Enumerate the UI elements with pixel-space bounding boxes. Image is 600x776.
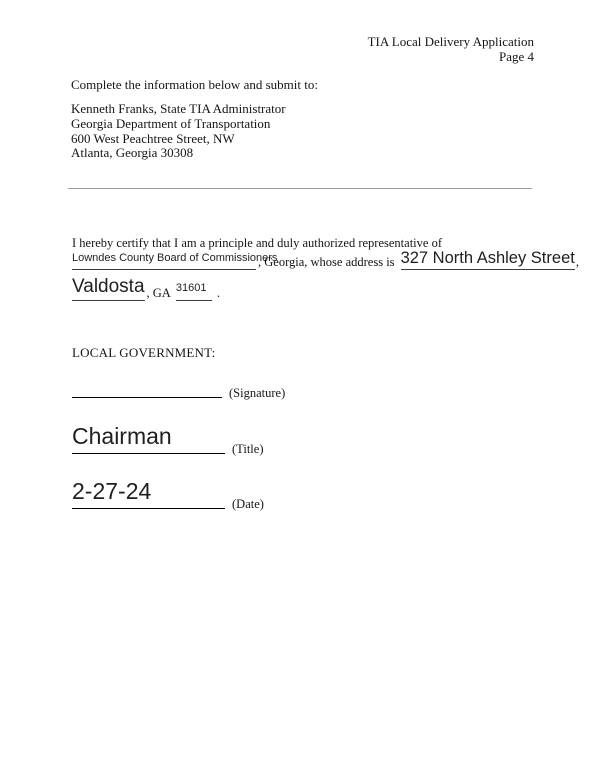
address-trailing-comma: , [575, 255, 579, 270]
government-address-row [72, 250, 579, 270]
city-field[interactable]: Valdosta [72, 277, 145, 301]
local-government-heading: LOCAL GOVERNMENT: [72, 345, 216, 360]
page-number: Page 4 [498, 49, 534, 64]
signature-field[interactable] [72, 380, 222, 398]
intro-instruction: Complete the information below and submit to: [71, 77, 318, 92]
recipient-street: 600 West Peachtree Street, NW [71, 130, 235, 146]
title-row [72, 424, 264, 454]
georgia-address-text: , Georgia, whose address is [258, 255, 395, 270]
page-header [368, 34, 534, 64]
certification-statement: I hereby certify that I am a principle and duly authorized representative of [72, 236, 442, 250]
street-address-field[interactable]: 327 North Ashley Street [401, 250, 575, 270]
local-government-field[interactable]: Lowndes County Board of Commissioners [72, 253, 256, 270]
recipient-department: Georgia Department of Transportation [71, 115, 271, 131]
recipient-address-block [71, 102, 286, 161]
date-field[interactable]: 2-27-24 [72, 479, 225, 509]
section-divider [68, 188, 532, 189]
recipient-name: Kenneth Franks, State TIA Administrator [71, 101, 286, 116]
state-label: , GA [146, 285, 171, 300]
signature-row [72, 380, 285, 398]
signature-label: (Signature) [229, 386, 286, 400]
date-row [72, 479, 264, 509]
city-state-zip-row [72, 277, 220, 301]
title-label: (Title) [232, 441, 264, 456]
title-field[interactable]: Chairman [72, 424, 225, 454]
line-end-period: . [216, 285, 220, 300]
recipient-city-state-zip: Atlanta, Georgia 30308 [71, 145, 194, 161]
zip-field[interactable]: 31601 [176, 283, 212, 301]
document-title: TIA Local Delivery Application [367, 34, 534, 49]
date-label: (Date) [232, 496, 264, 511]
